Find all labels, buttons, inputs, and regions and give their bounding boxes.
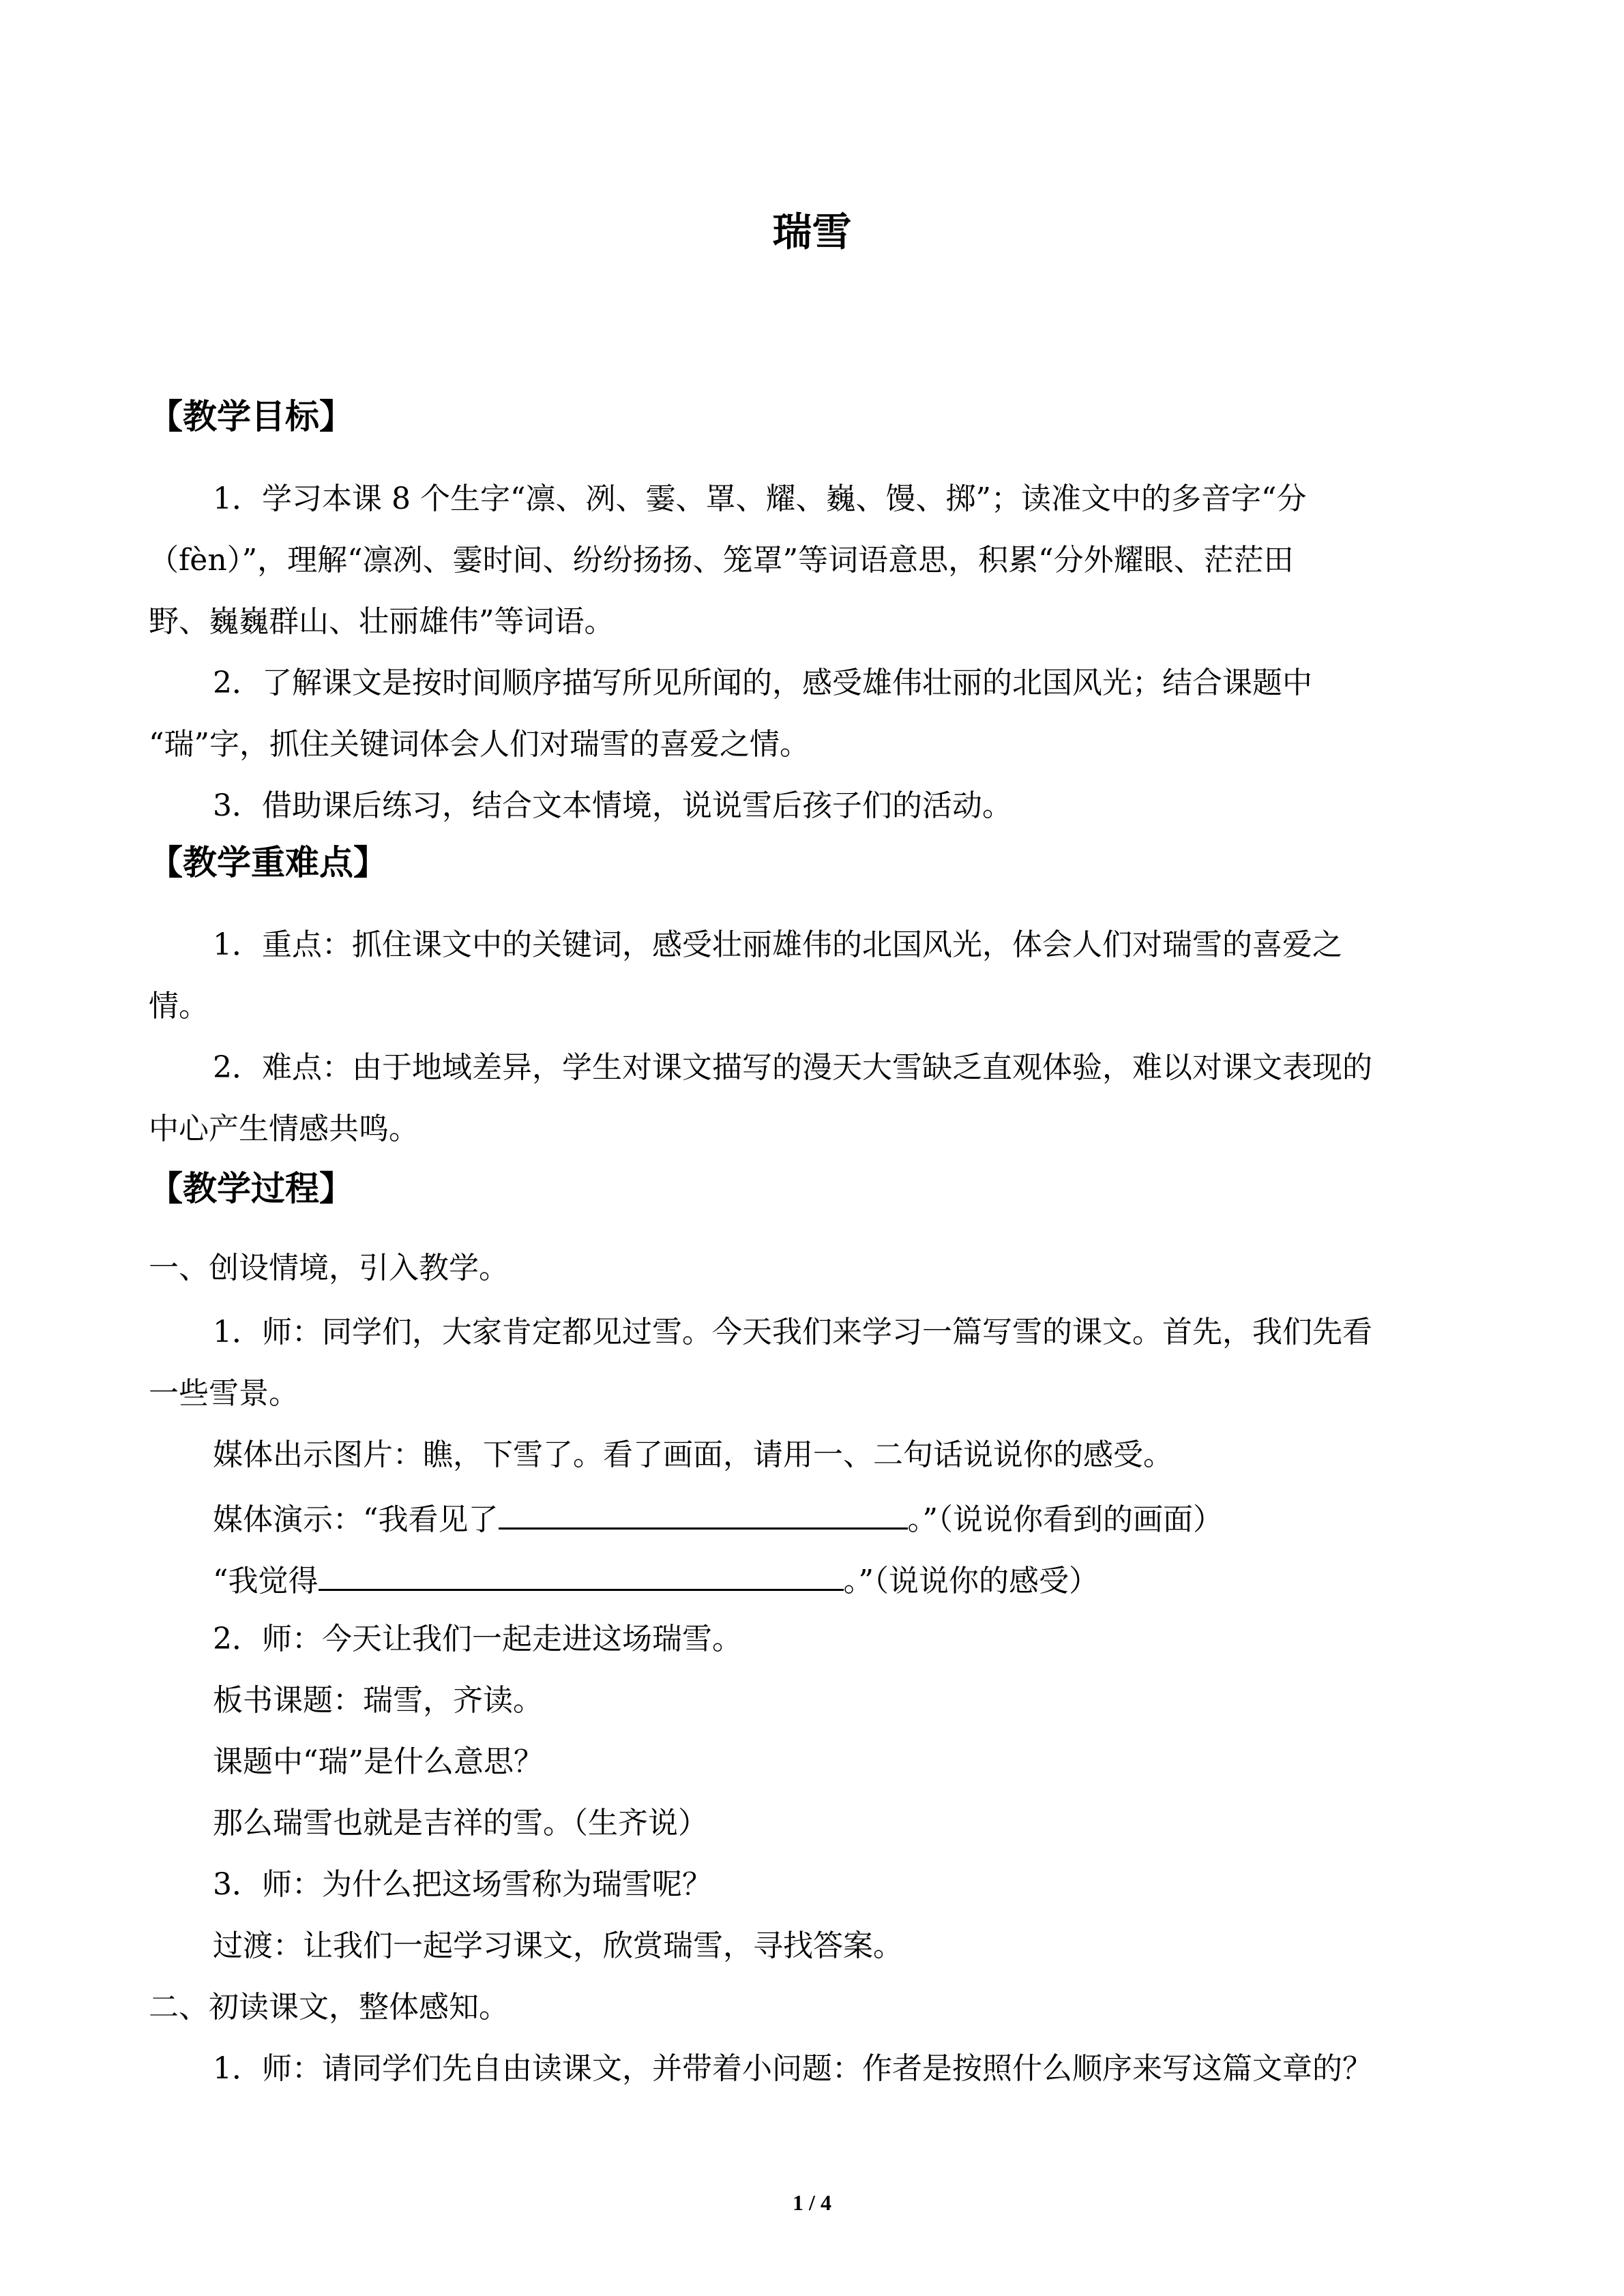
paragraph-line: 1．师：同学们，大家肯定都见过雪。今天我们来学习一篇写雪的课文。首先，我们先看 bbox=[213, 1315, 1372, 1350]
paragraph-line: 3．师：为什么把这场雪称为瑞雪呢？ bbox=[213, 1867, 712, 1902]
page-number: 1 / 4 bbox=[793, 2190, 831, 2215]
fill-blank-seen bbox=[499, 1496, 908, 1530]
paragraph-line: 那么瑞雪也就是吉祥的雪。（生齐说） bbox=[213, 1806, 708, 1840]
paragraph-line: “瑞”字，抓住关键词体会人们对瑞雪的喜爱之情。 bbox=[149, 727, 810, 762]
paragraph-line: （fèn）”，理解“凛冽、霎时间、纷纷扬扬、笼罩”等词语意思，积累“分外耀眼、茫茫田 bbox=[149, 543, 1294, 578]
paragraph-line: 过渡：让我们一起学习课文，欣赏瑞雪，寻找答案。 bbox=[213, 1928, 903, 1963]
paragraph-line: 1．学习本课 8 个生字“凛、冽、霎、罩、耀、巍、馒、掷”；读准文中的多音字“分 bbox=[213, 481, 1307, 516]
paragraph-line: 课题中“瑞”是什么意思？ bbox=[213, 1744, 544, 1779]
media-demo-prefix: 媒体演示：“我看见了 bbox=[213, 1502, 499, 1537]
paragraph-line: 中心产生情感共鸣。 bbox=[149, 1112, 419, 1146]
section-heading-keypoints: 【教学重难点】 bbox=[149, 843, 387, 882]
paragraph-line: 一些雪景。 bbox=[149, 1376, 299, 1411]
paragraph-line: 2．师：今天让我们一起走进这场瑞雪。 bbox=[213, 1622, 742, 1656]
section-heading-process: 【教学过程】 bbox=[149, 1169, 353, 1208]
paragraph-line: 2．了解课文是按时间顺序描写所见所闻的，感受雄伟壮丽的北国风光；结合课题中 bbox=[213, 666, 1312, 700]
paragraph-line: 1．重点：抓住课文中的关键词，感受壮丽雄伟的北国风光，体会人们对瑞雪的喜爱之 bbox=[213, 927, 1342, 962]
paragraph-line: 野、巍巍群山、壮丽雄伟”等词语。 bbox=[149, 604, 615, 639]
section-heading-goals: 【教学目标】 bbox=[149, 397, 353, 436]
feel-line bbox=[213, 1557, 1099, 1602]
paragraph-line: 二、初读课文，整体感知。 bbox=[149, 1990, 509, 2025]
paragraph-line: 1．师：请同学们先自由读课文，并带着小问题：作者是按照什么顺序来写这篇文章的？ bbox=[213, 2051, 1372, 2086]
paragraph-line: 3．借助课后练习，结合文本情境，说说雪后孩子们的活动。 bbox=[213, 788, 1012, 823]
media-demo-suffix: 。”（说说你看到的画面） bbox=[907, 1502, 1223, 1537]
feel-suffix: 。”（说说你的感受） bbox=[843, 1564, 1099, 1598]
paragraph-line: 情。 bbox=[149, 989, 209, 1024]
paragraph-line: 板书课题：瑞雪，齐读。 bbox=[213, 1683, 543, 1718]
paragraph-line: 2．难点：由于地域差异，学生对课文描写的漫天大雪缺乏直观体验，难以对课文表现的 bbox=[213, 1050, 1372, 1085]
paragraph-line: 一、创设情境，引入教学。 bbox=[149, 1251, 509, 1285]
media-demo-line bbox=[213, 1496, 1223, 1540]
page-title: 瑞雪 bbox=[772, 209, 852, 255]
paragraph-line: 媒体出示图片：瞧，下雪了。看了画面，请用一、二句话说说你的感受。 bbox=[213, 1437, 1173, 1472]
fill-blank-feel bbox=[319, 1557, 844, 1591]
feel-prefix: “我觉得 bbox=[213, 1564, 319, 1598]
